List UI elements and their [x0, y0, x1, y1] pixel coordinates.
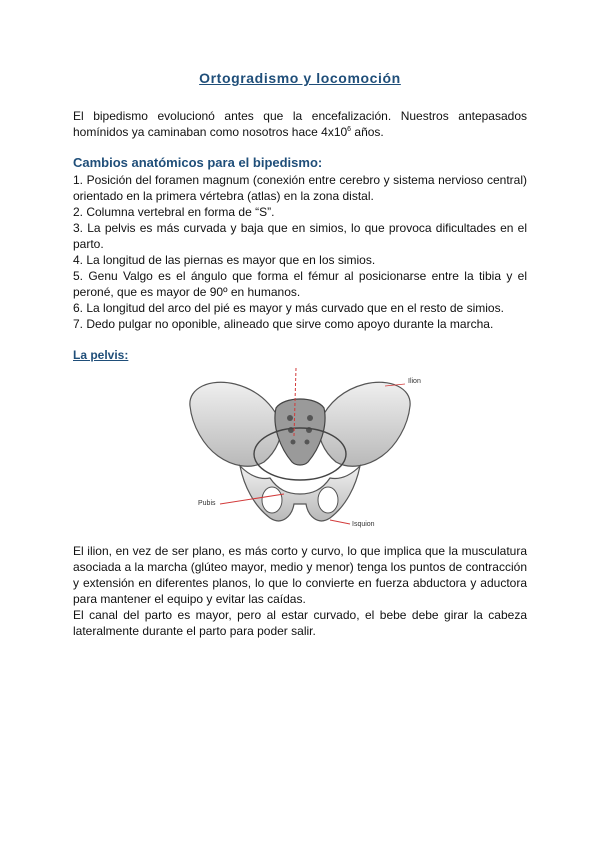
intro-paragraph: [73, 108, 527, 140]
list-item: 6. La longitud del arco del pié es mayor y más curvado que en el resto de simios.: [73, 301, 504, 315]
pelvis-heading: La pelvis:: [73, 348, 129, 362]
intro-text: El bipedismo evolucionó antes que la encefalización. Nuestros antepasados homínidos ya caminaban como nosotros hace 4x10: [73, 109, 527, 139]
label-isquion: Isquion: [352, 521, 375, 528]
sacrum-shape: [275, 399, 325, 465]
list-item: 7. Dedo pulgar no oponible, alineado que sirve como apoyo durante la marcha.: [73, 317, 494, 331]
label-pubis: Pubis: [198, 500, 216, 507]
pelvis-paragraph-2: El canal del parto es mayor, pero al estar curvado, el bebe debe girar la cabeza lateralmente durante el parto para poder salir.: [73, 608, 527, 638]
label-ilion: Ilion: [408, 378, 421, 385]
pelvis-paragraph-1: El ilion, en vez de ser plano, es más corto y curvo, lo que implica que la musculatura asociada a la marcha (glúteo mayor, medio y menor) tenga los puntos de contracción y extensión en diferentes planos, lo que lo convierte en fuerza abductora y aductora para mantener el equipo y evitar las caídas.: [73, 544, 527, 606]
list-item: 3. La pelvis es más curvada y baja que en simios, lo que provoca dificultades en el parto.: [73, 221, 527, 251]
page-title: Ortogradismo y locomoción: [199, 70, 401, 86]
changes-heading: Cambios anatómicos para el bipedismo:: [73, 155, 323, 170]
pubic-ring-shape: [240, 466, 360, 521]
list-item: 2. Columna vertebral en forma de “S”.: [73, 205, 275, 219]
intro-text-end: años.: [351, 125, 384, 139]
left-ilium-shape: [190, 382, 281, 466]
pelvis-illustration: [180, 366, 420, 536]
list-item: 5. Genu Valgo es el ángulo que forma el fémur al posicionarse entre la tibia y el peroné, que es mayor de 90º en humanos.: [73, 269, 527, 299]
list-item: 4. La longitud de las piernas es mayor que en los simios.: [73, 253, 376, 267]
pelvis-figure: [180, 366, 420, 536]
intro-exponent: 6: [347, 126, 352, 133]
changes-list: [73, 172, 527, 332]
right-ilium-shape: [319, 382, 410, 466]
list-item: 1. Posición del foramen magnum (conexión entre cerebro y sistema nervioso central) orientado en la primera vértebra (atlas) en la zona distal.: [73, 173, 527, 203]
